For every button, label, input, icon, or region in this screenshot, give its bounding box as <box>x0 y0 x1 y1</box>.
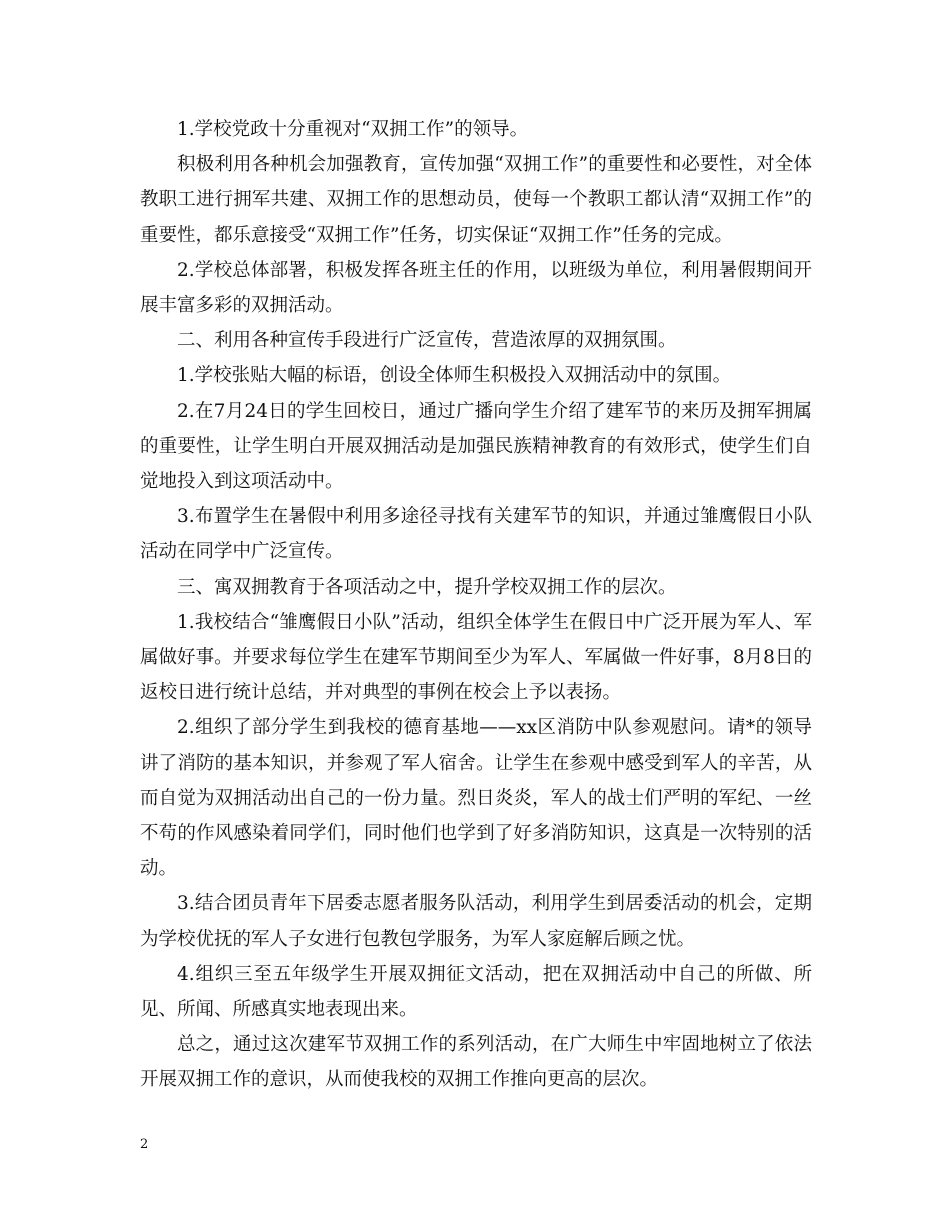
paragraph: 积极利用各种机会加强教育，宣传加强“双拥工作”的重要性和必要性，对全体教职工进行拥军共建、双拥工作的思想动员，使每一个教职工都认清“双拥工作”的重要性，都乐意接受“双拥工作”任务，切实保证“双拥工作”任务的完成。 <box>140 154 812 246</box>
document-body <box>140 112 812 1098</box>
paragraph: 2.学校总体部署，积极发挥各班主任的作用，以班级为单位，利用暑假期间开展丰富多彩的双拥活动。 <box>140 259 812 317</box>
paragraph: 4.组织三至五年级学生开展双拥征文活动，把在双拥活动中自己的所做、所见、所闻、所感真实地表现出来。 <box>140 963 812 1021</box>
paragraph: 1.我校结合“雏鹰假日小队”活动，组织全体学生在假日中广泛开展为军人、军属做好事。并要求每位学生在建军节期间至少为军人、军属做一件好事，8月8日的返校日进行统计总结，并对典型的事例在校会上予以表扬。 <box>140 611 812 704</box>
paragraph: 三、寓双拥教育于各项活动之中，提升学校双拥工作的层次。 <box>177 576 677 598</box>
paragraph: 1.学校党政十分重视对“双拥工作”的领导。 <box>177 119 529 140</box>
paragraph: 1.学校张贴大幅的标语，创设全体师生积极投入双拥活动中的氛围。 <box>177 365 732 387</box>
paragraph: 2.在7月24日的学生回校日，通过广播向学生介绍了建军节的来历及拥军拥属的重要性，让学生明白开展双拥活动是加强民族精神教育的有效形式，使学生们自觉地投入到这项活动中。 <box>140 400 812 493</box>
paragraph: 3.结合团员青年下居委志愿者服务队活动，利用学生到居委活动的机会，定期为学校优抚的军人子女进行包教包学服务，为军人家庭解后顾之忧。 <box>140 893 812 950</box>
paragraph: 总之，通过这次建军节双拥工作的系列活动，在广大师生中牢固地树立了依法开展双拥工作的意识，从而使我校的双拥工作推向更高的层次。 <box>140 1034 812 1091</box>
paragraph: 二、利用各种宣传手段进行广泛宣传，营造浓厚的双拥氛围。 <box>177 330 677 352</box>
paragraph: 2.组织了部分学生到我校的德育基地——xx区消防中队参观慰问。请*的领导讲了消防的基本知识，并参观了军人宿舍。让学生在参观中感受到军人的辛苦，从而自觉为双拥活动出自己的一份力量。烈日炎炎，军人的战士们严明的军纪、一丝不苟的作风感染着同学们，同时他们也学到了好多消防知识，这真是一次特别的活动。 <box>140 717 812 880</box>
page-number: 2 <box>140 1137 149 1152</box>
paragraph: 3.布置学生在暑假中利用多途径寻找有关建军节的知识，并通过雏鹰假日小队活动在同学中广泛宣传。 <box>140 506 812 563</box>
